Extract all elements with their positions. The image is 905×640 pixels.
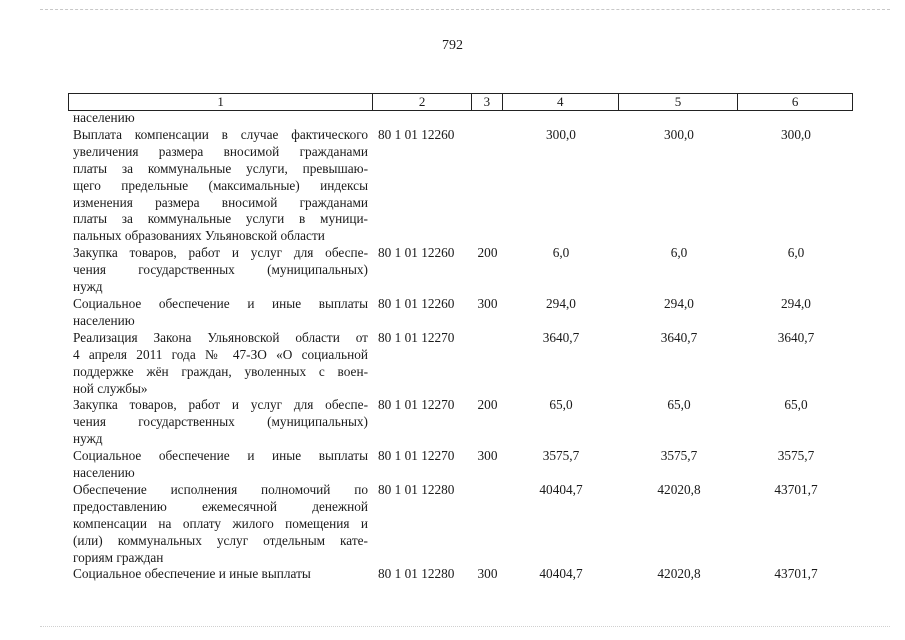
table-row bbox=[68, 482, 853, 567]
row-value-2024: 40404,7 bbox=[539, 566, 583, 582]
row-description bbox=[68, 296, 368, 330]
header-col-4: 4 bbox=[503, 94, 619, 110]
row-value-2026: 65,0 bbox=[784, 397, 808, 413]
row-value-2026: 43701,7 bbox=[774, 481, 818, 497]
table-row bbox=[68, 566, 853, 583]
row-value-2025: 3575,7 bbox=[660, 448, 698, 464]
row-kind: 300 bbox=[477, 448, 498, 464]
description-line: (или) коммунальных услуг отдельным кате- bbox=[73, 532, 368, 548]
row-value-2025: 300,0 bbox=[664, 126, 694, 142]
description-line: населению bbox=[73, 312, 135, 328]
page-number: 792 bbox=[442, 38, 463, 53]
row-code: 80 1 01 12280 bbox=[378, 566, 455, 582]
row-description bbox=[68, 482, 368, 567]
header-col-3: 3 bbox=[472, 94, 503, 110]
table-header bbox=[68, 93, 853, 111]
table-row bbox=[68, 127, 853, 245]
description-line: предоставлению ежемесячной денежной bbox=[73, 498, 368, 514]
description-line: Обеспечение исполнения полномочий по bbox=[73, 481, 368, 497]
row-code: 80 1 01 12260 bbox=[378, 295, 455, 311]
row-value-2024: 3575,7 bbox=[542, 448, 580, 464]
description-line: щего предельные (максимальные) индексы bbox=[73, 177, 368, 193]
table-row bbox=[68, 330, 853, 398]
description-line: 4 апреля 2011 года № 47-ЗО «О социальной bbox=[73, 346, 368, 362]
description-line: чения государственных (муниципальных) bbox=[73, 414, 368, 430]
description-line: гориям граждан bbox=[73, 549, 164, 565]
description-line: Закупка товаров, работ и услуг для обеспе- bbox=[73, 397, 368, 413]
row-value-2025: 3640,7 bbox=[660, 329, 698, 345]
scan-edge-line bbox=[40, 626, 890, 627]
row-description bbox=[68, 397, 368, 448]
description-line: населению bbox=[73, 465, 135, 481]
description-line: нужд bbox=[73, 431, 103, 447]
description-line: ной службы» bbox=[73, 380, 148, 396]
row-value-2025: 42020,8 bbox=[657, 481, 701, 497]
row-code: 80 1 01 12280 bbox=[378, 481, 455, 497]
description-line: изменения размера вносимой гражданами bbox=[73, 194, 368, 210]
description-line: увеличения размера вносимой гражданами bbox=[73, 143, 368, 159]
row-value-2024: 65,0 bbox=[549, 397, 573, 413]
header-col-6: 6 bbox=[791, 94, 799, 109]
row-value-2024: 300,0 bbox=[546, 126, 576, 142]
description-line: Социальное обеспечение и иные выплаты bbox=[73, 295, 368, 311]
description-line: чения государственных (муниципальных) bbox=[73, 262, 368, 278]
row-kind: 200 bbox=[477, 245, 498, 261]
row-kind: 300 bbox=[477, 295, 498, 311]
row-description bbox=[68, 127, 368, 245]
description-line: компенсации на оплату жилого помещения и bbox=[73, 515, 368, 531]
row-value-2025: 294,0 bbox=[664, 295, 694, 311]
description-line: платы за коммунальные услуги, превышаю- bbox=[73, 160, 368, 176]
row-kind: 300 bbox=[477, 566, 498, 582]
row-value-2024: 6,0 bbox=[552, 245, 570, 261]
row-value-2026: 3640,7 bbox=[777, 329, 815, 345]
description-line: платы за коммунальные услуги в муници- bbox=[73, 211, 368, 227]
table-row bbox=[68, 110, 853, 127]
row-code: 80 1 01 12270 bbox=[378, 448, 455, 464]
row-description bbox=[68, 566, 368, 583]
header-col-1: 1 bbox=[69, 94, 373, 110]
description-line: Социальное обеспечение и иные выплаты bbox=[73, 566, 311, 582]
scan-edge-line bbox=[40, 9, 890, 10]
row-description bbox=[68, 110, 368, 127]
description-line: нужд bbox=[73, 279, 103, 295]
row-value-2025: 6,0 bbox=[670, 245, 688, 261]
table-row bbox=[68, 448, 853, 482]
row-code: 80 1 01 12270 bbox=[378, 397, 455, 413]
row-value-2026: 300,0 bbox=[781, 126, 811, 142]
row-value-2024: 40404,7 bbox=[539, 481, 583, 497]
description-line: поддержке жён граждан, уволенных с воен- bbox=[73, 363, 368, 379]
row-value-2024: 3640,7 bbox=[542, 329, 580, 345]
row-code: 80 1 01 12270 bbox=[378, 329, 455, 345]
description-line: пальных образованиях Ульяновской области bbox=[73, 228, 325, 244]
row-value-2026: 43701,7 bbox=[774, 566, 818, 582]
table-row bbox=[68, 245, 853, 296]
row-value-2025: 65,0 bbox=[667, 397, 691, 413]
row-value-2026: 3575,7 bbox=[777, 448, 815, 464]
row-value-2026: 294,0 bbox=[781, 295, 811, 311]
description-line: Выплата компенсации в случае фактического bbox=[73, 126, 368, 142]
row-value-2026: 6,0 bbox=[787, 245, 805, 261]
row-value-2024: 294,0 bbox=[546, 295, 576, 311]
row-code: 80 1 01 12260 bbox=[378, 245, 455, 261]
row-code: 80 1 01 12260 bbox=[378, 126, 455, 142]
row-value-2025: 42020,8 bbox=[657, 566, 701, 582]
description-line: населению bbox=[73, 110, 135, 125]
header-col-5: 5 bbox=[619, 94, 739, 110]
table-row bbox=[68, 397, 853, 448]
description-line: Социальное обеспечение и иные выплаты bbox=[73, 448, 368, 464]
description-line: Реализация Закона Ульяновской области от bbox=[73, 329, 368, 345]
row-description bbox=[68, 245, 368, 296]
table-body bbox=[68, 110, 853, 583]
header-col-2: 2 bbox=[373, 94, 472, 110]
description-line: Закупка товаров, работ и услуг для обеспе- bbox=[73, 245, 368, 261]
row-description bbox=[68, 330, 368, 398]
table-row bbox=[68, 296, 853, 330]
row-description bbox=[68, 448, 368, 482]
row-kind: 200 bbox=[477, 397, 498, 413]
